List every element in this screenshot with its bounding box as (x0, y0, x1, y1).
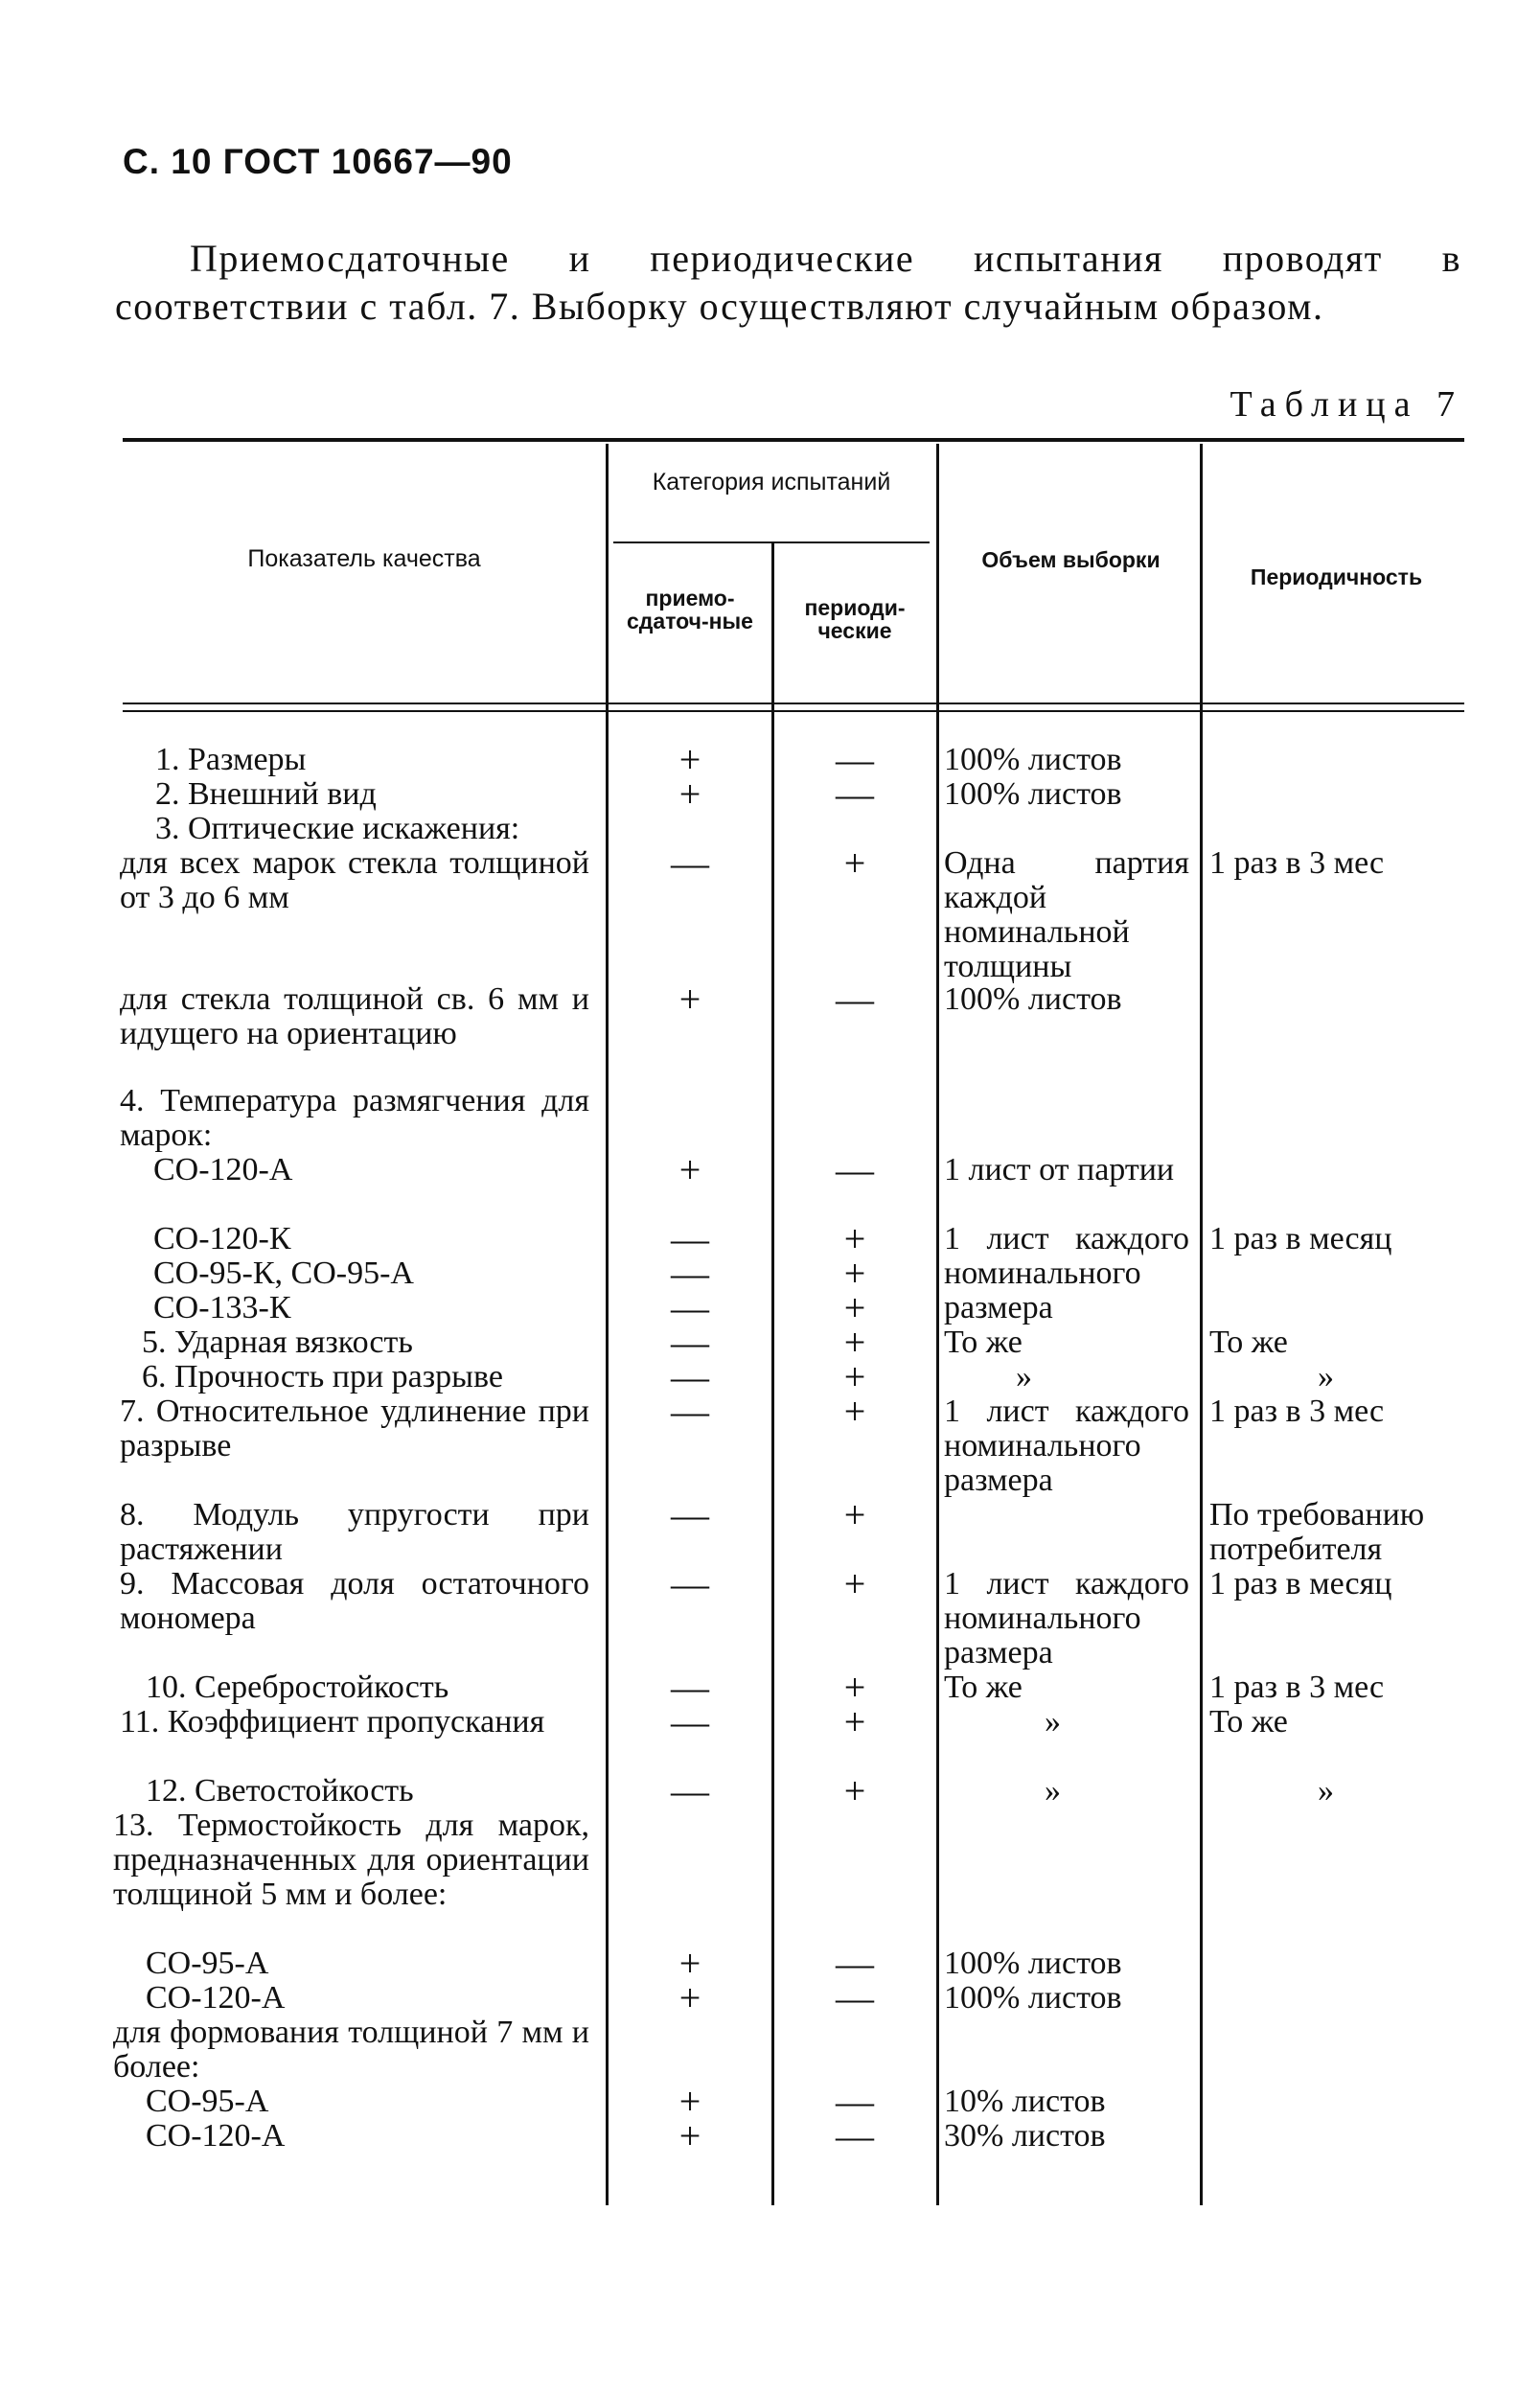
header-indicator: Показатель качества (247, 545, 481, 572)
sample-cell: 1 лист каждого номинального размера (944, 1566, 1189, 1670)
intro-paragraph: Приемосдаточные и периодические испытания проводят в соответствии с табл. 7. Выборку осуществляют случайным образом. (115, 237, 1461, 328)
periodic-mark: + (843, 1390, 866, 1433)
periodic-mark: + (843, 1562, 866, 1605)
acceptance-mark: + (678, 772, 701, 816)
indicator-cell: для всех марок стекла толщиной от 3 до 6 мм (120, 845, 589, 915)
acceptance-mark: — (671, 1390, 709, 1433)
sample-cell: 1 лист каждого номинального размера (944, 1394, 1189, 1498)
indicator-cell: 5. Ударная вязкость (142, 1325, 413, 1360)
periodic-mark: + (843, 1252, 866, 1295)
indicator-cell: СО-95-А (146, 2084, 269, 2119)
frequency-cell: По требованию потребителя (1209, 1497, 1425, 1567)
frequency-cell: 1 раз в месяц (1209, 1566, 1392, 1601)
sample-cell: То же (944, 1325, 1023, 1360)
periodic-mark: — (836, 2114, 874, 2157)
acceptance-mark: — (671, 1321, 709, 1364)
sample-cell: 100% листов (944, 742, 1122, 777)
frequency-cell: 1 раз в 3 мес (1209, 1670, 1385, 1705)
acceptance-mark: + (678, 738, 701, 781)
sample-cell: » (1045, 1704, 1061, 1739)
periodic-mark: — (836, 1976, 874, 2019)
periodic-mark: — (836, 1148, 874, 1191)
periodic-mark: — (836, 1942, 874, 1985)
header-category: Категория испытаний (652, 469, 891, 495)
acceptance-mark: + (678, 1148, 701, 1191)
frequency-cell: 1 раз в месяц (1209, 1221, 1392, 1256)
indicator-cell: СО-133-К (153, 1290, 291, 1325)
indicator-cell: 13. Термостойкость для марок, предназначенных для ориентации толщиной 5 мм и более: (113, 1808, 589, 1912)
sample-cell: 100% листов (944, 981, 1122, 1017)
acceptance-mark: + (678, 1942, 701, 1985)
header-bottom-rule (123, 703, 1464, 704)
sample-cell: 30% листов (944, 2118, 1106, 2154)
sample-cell: 100% листов (944, 1980, 1122, 2016)
indicator-cell: СО-120-К (153, 1221, 291, 1256)
periodic-mark: — (836, 772, 874, 816)
indicator-cell: 7. Относительное удлинение при разрыве (120, 1394, 589, 1463)
acceptance-mark: — (671, 1666, 709, 1709)
periodic-mark: + (843, 1493, 866, 1536)
table-label: Таблица 7 (1230, 384, 1463, 425)
acceptance-mark: — (671, 1562, 709, 1605)
indicator-cell: СО-95-А (146, 1946, 269, 1981)
frequency-cell: 1 раз в 3 мес (1209, 845, 1385, 881)
frequency-cell: » (1318, 1359, 1334, 1394)
frequency-cell: То же (1209, 1325, 1288, 1360)
indicator-cell: 11. Коэффициент пропускания (120, 1704, 545, 1739)
column-divider (1200, 444, 1203, 2205)
indicator-cell: 8. Модуль упругости при растяжении (120, 1497, 589, 1567)
indicator-cell: 6. Прочность при разрыве (142, 1359, 503, 1394)
periodic-mark: + (843, 1700, 866, 1743)
periodic-mark: + (843, 1321, 866, 1364)
frequency-cell: » (1318, 1773, 1334, 1809)
sample-cell: » (1045, 1773, 1061, 1809)
sample-cell: 1 лист каждого номинального размера (944, 1221, 1189, 1325)
table-top-rule (123, 438, 1464, 442)
acceptance-mark: — (671, 841, 709, 885)
header-frequency: Периодичность (1250, 564, 1423, 589)
periodic-mark: + (843, 1355, 866, 1398)
sample-cell: Одна партия каждой номинальной толщины (944, 845, 1189, 984)
sample-cell: 1 лист от партии (944, 1152, 1175, 1187)
header-sample: Объем выборки (981, 547, 1161, 572)
column-divider (771, 543, 774, 2205)
indicator-cell: СО-120-А (146, 1980, 286, 2016)
sample-cell: 100% листов (944, 1946, 1122, 1981)
acceptance-mark: — (671, 1252, 709, 1295)
periodic-mark: + (843, 1769, 866, 1812)
acceptance-mark: — (671, 1769, 709, 1812)
sample-cell: То же (944, 1670, 1023, 1705)
periodic-mark: + (843, 1666, 866, 1709)
periodic-mark: + (843, 1217, 866, 1260)
sample-cell: 10% листов (944, 2084, 1106, 2119)
indicator-cell: 3. Оптические искажения: (155, 811, 520, 846)
column-divider (606, 444, 609, 2205)
acceptance-mark: + (678, 2080, 701, 2123)
page-header: С. 10 ГОСТ 10667—90 (123, 142, 513, 181)
periodic-mark: — (836, 2080, 874, 2123)
periodic-mark: + (843, 841, 866, 885)
acceptance-mark: — (671, 1217, 709, 1260)
column-divider (936, 444, 939, 2205)
indicator-cell: 1. Размеры (155, 742, 307, 777)
header-periodic: периоди-ческие (804, 595, 906, 643)
periodic-mark: — (836, 738, 874, 781)
frequency-cell: 1 раз в 3 мес (1209, 1394, 1385, 1429)
frequency-cell: То же (1209, 1704, 1288, 1739)
header-bottom-rule-double (123, 710, 1464, 712)
sample-cell: » (1016, 1359, 1032, 1394)
indicator-cell: для формования толщиной 7 мм и более: (113, 2015, 589, 2085)
indicator-cell: СО-120-А (153, 1152, 293, 1187)
indicator-cell: 2. Внешний вид (155, 776, 377, 812)
acceptance-mark: — (671, 1493, 709, 1536)
acceptance-mark: — (671, 1355, 709, 1398)
indicator-cell: СО-95-К, СО-95-А (153, 1256, 414, 1291)
acceptance-mark: + (678, 978, 701, 1021)
indicator-cell: для стекла толщиной св. 6 мм и идущего на ориентацию (120, 981, 589, 1051)
periodic-mark: + (843, 1286, 866, 1329)
acceptance-mark: — (671, 1286, 709, 1329)
periodic-mark: — (836, 978, 874, 1021)
indicator-cell: 10. Серебростойкость (146, 1670, 449, 1705)
acceptance-mark: — (671, 1700, 709, 1743)
indicator-cell: 12. Светостойкость (146, 1773, 414, 1809)
indicator-cell: СО-120-А (146, 2118, 286, 2154)
indicator-cell: 4. Температура размягчения для марок: (120, 1083, 589, 1153)
acceptance-mark: + (678, 2114, 701, 2157)
header-acceptance: приемо-сдаточ-ные (627, 586, 753, 634)
acceptance-mark: + (678, 1976, 701, 2019)
sample-cell: 100% листов (944, 776, 1122, 812)
indicator-cell: 9. Массовая доля остаточного мономера (120, 1566, 589, 1636)
